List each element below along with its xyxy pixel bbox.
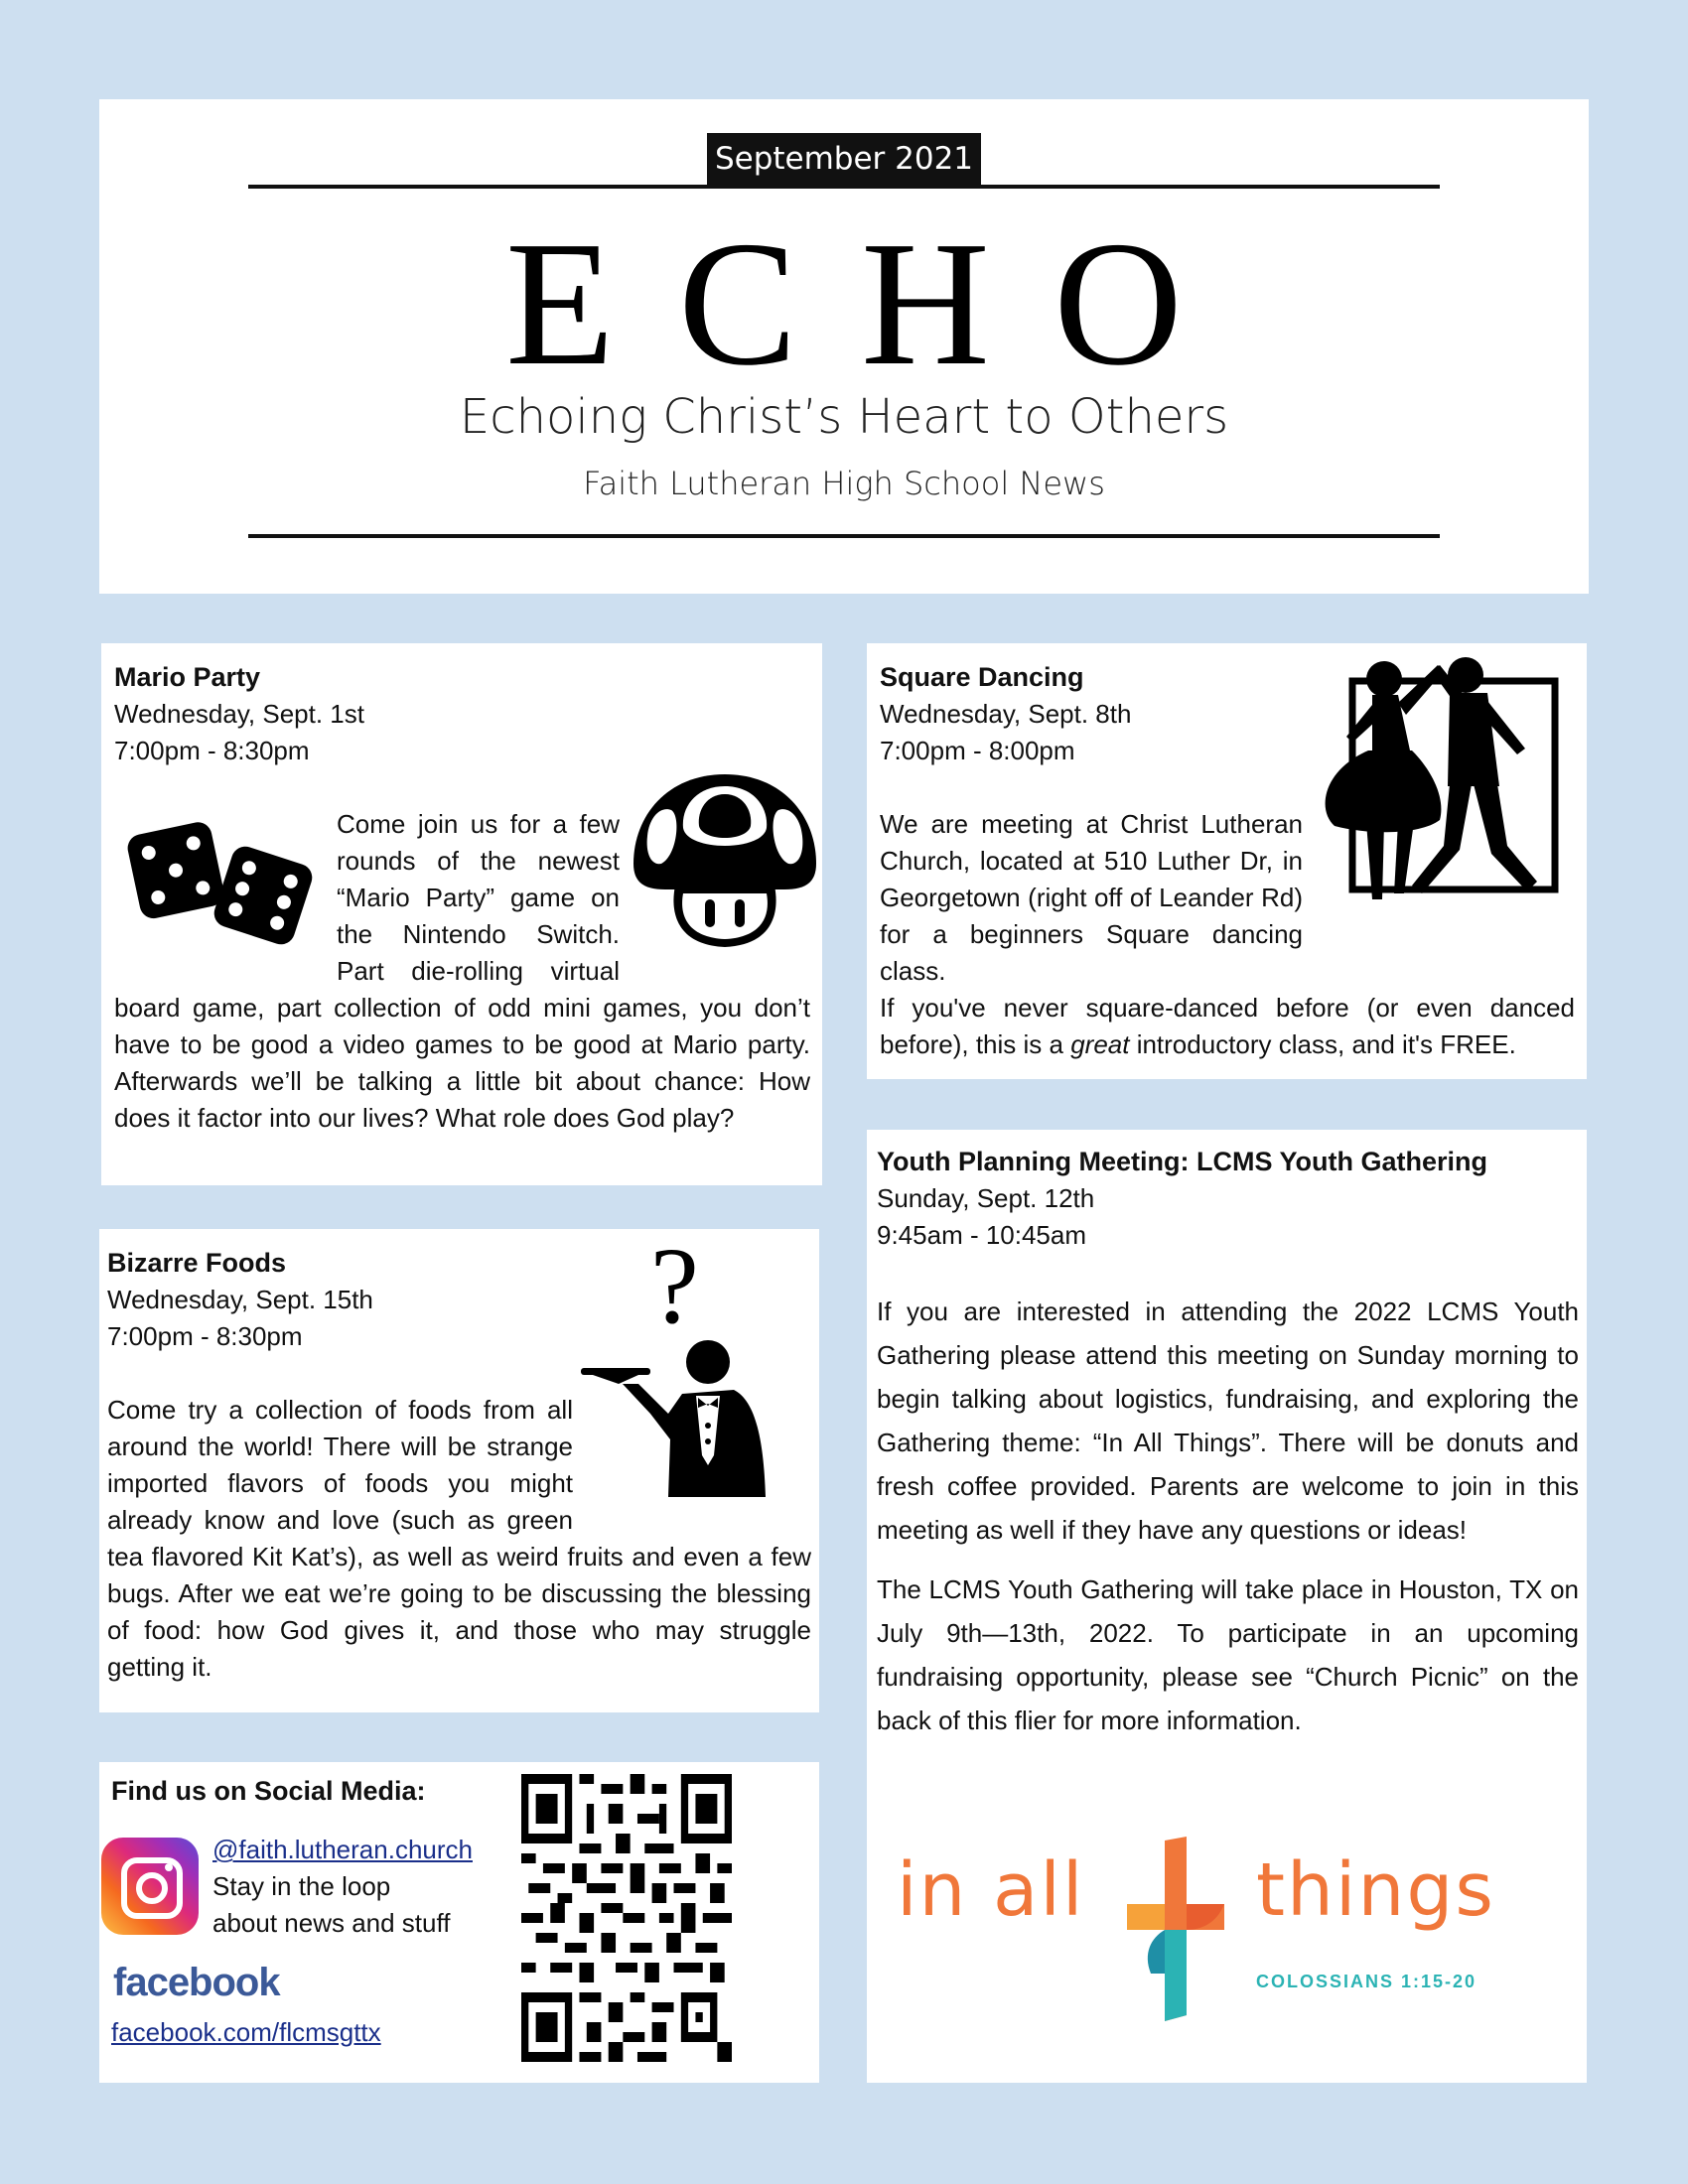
social-media-panel — [99, 1762, 819, 2083]
article-body: We are meeting at Christ Lutheran Church, located at 510 Luther Dr, in Georgetown (right off of Leander Rd) for a beginners Square dancing class. — [880, 809, 1303, 986]
qr-code-icon[interactable] — [521, 1774, 732, 2062]
emphasis: great — [1070, 1029, 1130, 1059]
top-rule — [248, 185, 1440, 189]
svg-text:?: ? — [650, 1245, 699, 1346]
school-name: Faith Lutheran High School News — [583, 465, 1105, 502]
newsletter-title: ECHO — [505, 205, 1246, 402]
instagram-icon[interactable] — [101, 1838, 199, 1935]
bottom-rule — [248, 534, 1440, 538]
article-body: Come join us for a few rounds of the newest “Mario Party” game on the Nintendo Switch. Part die-rolling virtual board game, part collection of odd mini games, you don’t have to be good a video games to be good at Mario party. Afterwards we’ll be talking a little bit about chance: How does it factor into our lives? What role does God play? — [114, 809, 810, 1133]
dice-icon — [114, 806, 323, 955]
article-time: 7:00pm - 8:30pm — [107, 1321, 303, 1351]
in-all-things-logo — [897, 1835, 1562, 2033]
masthead — [99, 99, 1589, 594]
article-date: Sunday, Sept. 12th — [877, 1183, 1095, 1213]
mushroom-icon — [628, 766, 822, 955]
facebook-logo[interactable]: facebook — [113, 1961, 280, 2004]
article-date: Wednesday, Sept. 8th — [880, 699, 1132, 729]
article-bizarre-foods — [99, 1229, 819, 1712]
article-time: 9:45am - 10:45am — [877, 1220, 1087, 1250]
article-date: Wednesday, Sept. 15th — [107, 1285, 373, 1314]
instagram-line-1: Stay in the loop — [212, 1871, 391, 1901]
article-body-2: The LCMS Youth Gathering will take place in Houston, TX on July 9th—13th, 2022. To participate in an upcoming fundraising opportunity, please see “Church Picnic” on the back of this flier for more information. — [877, 1574, 1579, 1735]
article-square-dancing — [867, 643, 1587, 1079]
waiter-question-icon — [579, 1245, 793, 1513]
social-title: Find us on Social Media: — [111, 1776, 426, 1806]
instagram-handle-link[interactable]: @faith.lutheran.church — [212, 1835, 473, 1864]
article-mario-party — [101, 643, 822, 1185]
newsletter-subtitle: Echoing Christ’s Heart to Others — [459, 389, 1229, 445]
article-date: Wednesday, Sept. 1st — [114, 699, 364, 729]
cross-icon — [1121, 1835, 1230, 2023]
instagram-line-2: about news and stuff — [212, 1908, 451, 1938]
article-time: 7:00pm - 8:00pm — [880, 736, 1075, 765]
issue-date-badge: September 2021 — [707, 133, 981, 185]
facebook-url-link[interactable]: facebook.com/flcmsgttx — [111, 2017, 381, 2047]
article-title: Bizarre Foods — [107, 1248, 287, 1278]
article-body-2: If you've never square-danced before (or even danced before), this is a great introductory class, and it's FREE. — [880, 993, 1575, 1059]
dancers-silhouette-icon — [1313, 651, 1577, 921]
article-title: Mario Party — [114, 662, 261, 692]
article-body: If you are interested in attending the 2022 LCMS Youth Gathering please attend this meeting on Sunday morning to begin talking about logistics, fundraising, and exploring the Gathering theme: “In All Things”. There will be donuts and fresh coffee provided. Parents are welcome to join in this meeting as well if they have any questions or ideas! — [877, 1297, 1579, 1545]
logo-text-right: things — [1256, 1847, 1495, 1933]
article-time: 7:00pm - 8:30pm — [114, 736, 310, 765]
article-youth-planning — [867, 1130, 1587, 2083]
article-body: Come try a collection of foods from all around the world! There will be strange imported flavors of foods you might already know and love (such as green tea flavored Kit Kat’s), as well as weird fruits and even a few bugs. After we eat we’re going to be discussing the blessing of food: how God gives it, and those who may struggle getting it. — [107, 1395, 811, 1682]
logo-verse: COLOSSIANS 1:15-20 — [1256, 1972, 1477, 1991]
article-title: Square Dancing — [880, 662, 1084, 692]
article-title: Youth Planning Meeting: LCMS Youth Gathering — [877, 1147, 1487, 1176]
logo-text-left: in all — [897, 1847, 1085, 1933]
